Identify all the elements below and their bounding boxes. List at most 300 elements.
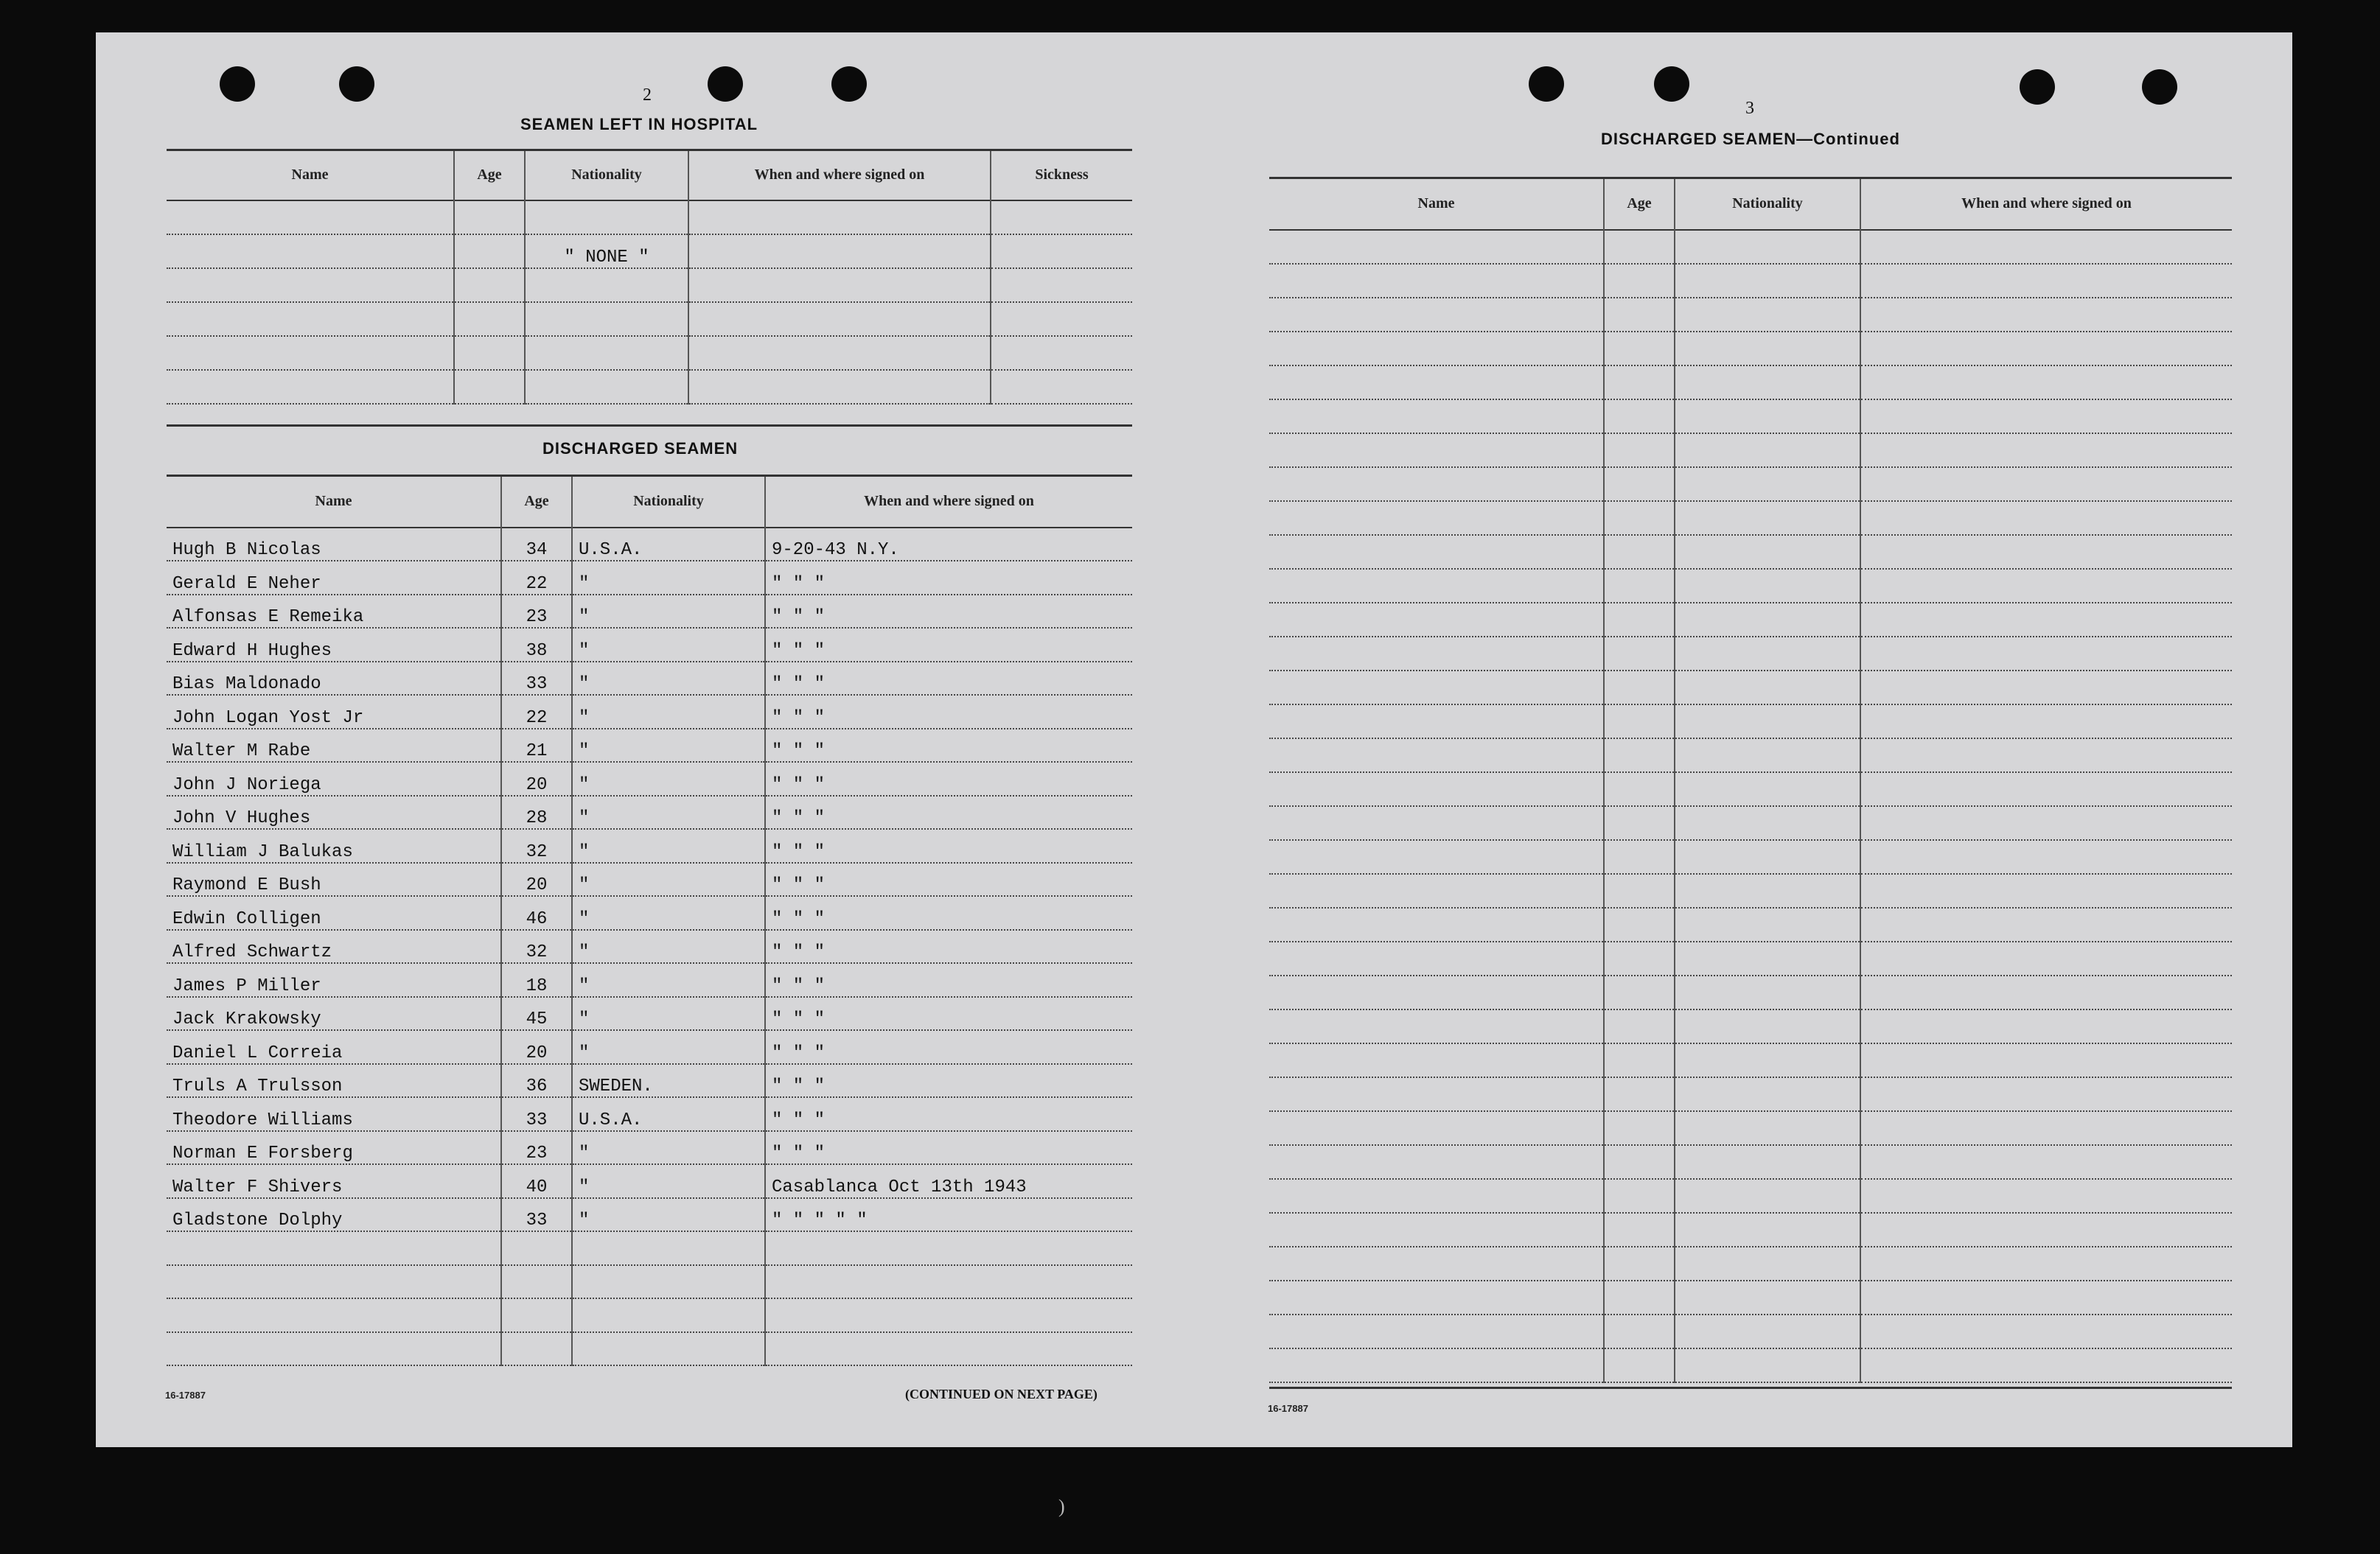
empty-cell xyxy=(501,1231,572,1265)
discharged-row xyxy=(167,595,1132,629)
divider xyxy=(167,424,1132,427)
discharged-nationality-cell: " xyxy=(572,662,765,696)
discharged-signed-cell: " " " xyxy=(765,762,1132,796)
right-empty-row xyxy=(1269,501,2232,535)
punch-hole xyxy=(339,66,374,102)
empty-cell xyxy=(1675,976,1860,1009)
discharged-signed-cell: " " " xyxy=(765,595,1132,629)
hospital-row xyxy=(167,370,1132,404)
empty-cell xyxy=(1860,806,2232,840)
right-empty-row xyxy=(1269,569,2232,603)
empty-cell xyxy=(765,1265,1132,1299)
discharged-age-cell: 23 xyxy=(501,1131,572,1165)
empty-cell xyxy=(1604,1213,1675,1247)
discharged-name-cell: Norman E Forsberg xyxy=(167,1131,501,1165)
discharged-signed-cell: " " " xyxy=(765,1030,1132,1064)
empty-cell xyxy=(1604,908,1675,942)
discharged-table xyxy=(167,475,1132,1366)
discharged-age-cell: 33 xyxy=(501,662,572,696)
empty-cell xyxy=(1269,704,1604,738)
discharged-nationality-cell: " xyxy=(572,1198,765,1232)
discharged-row xyxy=(167,1231,1132,1265)
empty-cell xyxy=(1675,874,1860,908)
empty-cell xyxy=(1860,1111,2232,1145)
discharged-age-cell: 20 xyxy=(501,762,572,796)
empty-cell xyxy=(1675,433,1860,467)
empty-cell xyxy=(1604,1145,1675,1179)
discharged-signed-cell: " " " xyxy=(765,863,1132,897)
punch-hole xyxy=(220,66,255,102)
empty-cell xyxy=(1860,1247,2232,1281)
empty-cell xyxy=(1675,603,1860,637)
ledger-sheet xyxy=(96,32,2292,1447)
empty-cell xyxy=(1269,264,1604,298)
empty-cell xyxy=(1604,671,1675,704)
empty-cell xyxy=(1269,1009,1604,1043)
empty-cell xyxy=(1675,501,1860,535)
discharged-name-cell: Alfonsas E Remeika xyxy=(167,595,501,629)
empty-cell xyxy=(167,1298,501,1332)
discharged-signed-cell: " " " " " xyxy=(765,1198,1132,1232)
empty-cell xyxy=(1604,399,1675,433)
discharged-row xyxy=(167,1265,1132,1299)
empty-cell xyxy=(1675,1145,1860,1179)
discharged-row xyxy=(167,1298,1132,1332)
discharged-row xyxy=(167,1097,1132,1131)
empty-cell xyxy=(1269,433,1604,467)
empty-cell xyxy=(1860,942,2232,976)
discharged-nationality-cell: " xyxy=(572,930,765,964)
empty-cell xyxy=(1675,772,1860,806)
empty-cell xyxy=(1860,1315,2232,1348)
empty-cell xyxy=(1675,1213,1860,1247)
empty-cell xyxy=(1675,365,1860,399)
right-empty-row xyxy=(1269,637,2232,671)
empty-cell xyxy=(1269,1145,1604,1179)
empty-cell xyxy=(1269,1077,1604,1111)
empty-cell xyxy=(1604,264,1675,298)
discharged-age-cell: 22 xyxy=(501,561,572,595)
discharged-age-cell: 32 xyxy=(501,829,572,863)
empty-cell xyxy=(1604,1009,1675,1043)
empty-cell xyxy=(1269,467,1604,501)
empty-cell xyxy=(1860,298,2232,332)
hospital-section-title: SEAMEN LEFT IN HOSPITAL xyxy=(520,115,758,133)
right-empty-row xyxy=(1269,840,2232,874)
right-empty-row xyxy=(1269,738,2232,772)
empty-cell xyxy=(572,1298,765,1332)
right-empty-row xyxy=(1269,1315,2232,1348)
punch-hole xyxy=(1654,66,1689,102)
left-page-number: 2 xyxy=(643,85,652,105)
empty-cell xyxy=(1675,637,1860,671)
empty-cell xyxy=(1860,230,2232,264)
discharged-nationality-cell: " xyxy=(572,628,765,662)
punch-hole xyxy=(708,66,743,102)
discharged-name-cell: William J Balukas xyxy=(167,829,501,863)
right-empty-row xyxy=(1269,535,2232,569)
empty-cell xyxy=(1675,738,1860,772)
discharged-age-cell: 33 xyxy=(501,1097,572,1131)
empty-cell xyxy=(1675,332,1860,365)
empty-cell xyxy=(1604,840,1675,874)
discharged-name-cell: John V Hughes xyxy=(167,796,501,830)
empty-cell xyxy=(1860,264,2232,298)
empty-cell xyxy=(1860,535,2232,569)
right-empty-row xyxy=(1269,1111,2232,1145)
discharged-name-cell: Walter M Rabe xyxy=(167,729,501,763)
right-header-name: Name xyxy=(1269,178,1604,230)
empty-cell xyxy=(1269,1348,1604,1382)
empty-cell xyxy=(1269,671,1604,704)
right-empty-row xyxy=(1269,942,2232,976)
empty-cell xyxy=(1604,365,1675,399)
empty-cell xyxy=(1604,230,1675,264)
empty-cell xyxy=(1860,467,2232,501)
discharged-row xyxy=(167,963,1132,997)
discharged-row xyxy=(167,561,1132,595)
empty-cell xyxy=(1675,840,1860,874)
discharged-row xyxy=(167,1064,1132,1098)
empty-cell xyxy=(1604,874,1675,908)
right-empty-row xyxy=(1269,399,2232,433)
empty-cell xyxy=(1675,1077,1860,1111)
discharged-age-cell: 20 xyxy=(501,1030,572,1064)
empty-cell xyxy=(1269,1111,1604,1145)
discharged-signed-cell: " " " xyxy=(765,1064,1132,1098)
empty-cell xyxy=(1269,501,1604,535)
empty-cell xyxy=(1604,1111,1675,1145)
discharged-nationality-cell: " xyxy=(572,796,765,830)
right-empty-row xyxy=(1269,1213,2232,1247)
discharged-name-cell: Walter F Shivers xyxy=(167,1164,501,1198)
empty-cell xyxy=(1860,332,2232,365)
hospital-row xyxy=(167,268,1132,302)
empty-cell xyxy=(1675,908,1860,942)
empty-cell xyxy=(1860,501,2232,535)
empty-cell xyxy=(1269,535,1604,569)
empty-cell xyxy=(1860,603,2232,637)
empty-cell xyxy=(1269,772,1604,806)
empty-cell xyxy=(1604,1315,1675,1348)
discharged-name-cell: Truls A Trulsson xyxy=(167,1064,501,1098)
right-empty-row xyxy=(1269,1043,2232,1077)
empty-cell xyxy=(1604,1077,1675,1111)
discharged-row xyxy=(167,1030,1132,1064)
right-empty-row xyxy=(1269,976,2232,1009)
empty-cell xyxy=(1604,637,1675,671)
empty-cell xyxy=(572,1332,765,1366)
right-empty-row xyxy=(1269,603,2232,637)
empty-cell xyxy=(1675,942,1860,976)
empty-cell xyxy=(1604,976,1675,1009)
empty-cell xyxy=(1604,942,1675,976)
right-empty-row xyxy=(1269,298,2232,332)
discharged-row xyxy=(167,528,1132,561)
empty-cell xyxy=(1604,569,1675,603)
discharged-name-cell: Gladstone Dolphy xyxy=(167,1198,501,1232)
discharged-age-cell: 34 xyxy=(501,528,572,561)
empty-cell xyxy=(1860,1213,2232,1247)
hospital-header-signed: When and where signed on xyxy=(688,150,991,200)
discharged-section-title: DISCHARGED SEAMEN xyxy=(542,439,739,458)
empty-cell xyxy=(1675,1315,1860,1348)
empty-cell xyxy=(1860,1145,2232,1179)
right-header-age: Age xyxy=(1604,178,1675,230)
discharged-row xyxy=(167,829,1132,863)
discharged-nationality-cell: " xyxy=(572,695,765,729)
discharged-row xyxy=(167,762,1132,796)
discharged-age-cell: 33 xyxy=(501,1198,572,1232)
empty-cell xyxy=(1675,1247,1860,1281)
empty-cell xyxy=(765,1332,1132,1366)
hospital-header-age: Age xyxy=(454,150,525,200)
empty-cell xyxy=(1860,976,2232,1009)
empty-cell xyxy=(1860,637,2232,671)
empty-cell xyxy=(1675,1043,1860,1077)
discharged-nationality-cell: " xyxy=(572,1030,765,1064)
discharged-name-cell: Alfred Schwartz xyxy=(167,930,501,964)
discharged-row xyxy=(167,863,1132,897)
right-empty-row xyxy=(1269,230,2232,264)
discharged-nationality-cell: U.S.A. xyxy=(572,528,765,561)
discharged-name-cell: James P Miller xyxy=(167,963,501,997)
empty-cell xyxy=(1269,1315,1604,1348)
discharged-header-name: Name xyxy=(167,476,501,528)
right-empty-row xyxy=(1269,908,2232,942)
right-empty-row xyxy=(1269,467,2232,501)
discharged-name-cell: Daniel L Correia xyxy=(167,1030,501,1064)
right-empty-row xyxy=(1269,671,2232,704)
empty-cell xyxy=(1269,840,1604,874)
right-form-number: 16-17887 xyxy=(1268,1403,1308,1414)
discharged-signed-cell: " " " xyxy=(765,628,1132,662)
discharged-signed-cell: " " " xyxy=(765,997,1132,1031)
discharged-age-cell: 36 xyxy=(501,1064,572,1098)
right-header-nationality: Nationality xyxy=(1675,178,1860,230)
discharged-age-cell: 18 xyxy=(501,963,572,997)
empty-cell xyxy=(1675,704,1860,738)
empty-cell xyxy=(1604,772,1675,806)
discharged-name-cell: John Logan Yost Jr xyxy=(167,695,501,729)
empty-cell xyxy=(1269,874,1604,908)
discharged-row xyxy=(167,1198,1132,1232)
hospital-row xyxy=(167,200,1132,234)
discharged-age-cell: 22 xyxy=(501,695,572,729)
empty-cell xyxy=(1675,1179,1860,1213)
empty-cell xyxy=(1269,976,1604,1009)
empty-cell xyxy=(1860,1009,2232,1043)
discharged-nationality-cell: " xyxy=(572,896,765,930)
right-empty-row xyxy=(1269,1247,2232,1281)
discharged-header-signed: When and where signed on xyxy=(864,493,1034,510)
discharged-row xyxy=(167,1131,1132,1165)
empty-cell xyxy=(1675,298,1860,332)
empty-cell xyxy=(1860,1348,2232,1382)
discharged-signed-cell: " " " xyxy=(765,963,1132,997)
discharged-name-cell: Raymond E Bush xyxy=(167,863,501,897)
right-empty-row xyxy=(1269,1348,2232,1382)
discharged-row xyxy=(167,729,1132,763)
discharged-signed-cell: " " " xyxy=(765,896,1132,930)
right-empty-row xyxy=(1269,1009,2232,1043)
right-empty-row xyxy=(1269,1179,2232,1213)
hospital-header-name: Name xyxy=(167,150,454,200)
empty-cell xyxy=(1860,365,2232,399)
discharged-name-cell: Gerald E Neher xyxy=(167,561,501,595)
right-empty-row xyxy=(1269,1281,2232,1315)
discharged-row xyxy=(167,695,1132,729)
empty-cell xyxy=(1860,1281,2232,1315)
empty-cell xyxy=(1860,399,2232,433)
empty-cell xyxy=(765,1298,1132,1332)
empty-cell xyxy=(1269,908,1604,942)
discharged-signed-cell: " " " xyxy=(765,829,1132,863)
empty-cell xyxy=(1675,569,1860,603)
empty-cell xyxy=(1604,806,1675,840)
discharged-age-cell: 45 xyxy=(501,997,572,1031)
discharged-nationality-cell: U.S.A. xyxy=(572,1097,765,1131)
empty-cell xyxy=(1675,264,1860,298)
discharged-age-cell: 20 xyxy=(501,863,572,897)
empty-cell xyxy=(1675,535,1860,569)
empty-cell xyxy=(1675,399,1860,433)
empty-cell xyxy=(1269,738,1604,772)
right-section-title: DISCHARGED SEAMEN—Continued xyxy=(1601,130,1900,148)
empty-cell xyxy=(1604,1247,1675,1281)
empty-cell xyxy=(1675,671,1860,704)
empty-cell xyxy=(1604,467,1675,501)
empty-cell xyxy=(1604,501,1675,535)
discharged-row xyxy=(167,896,1132,930)
empty-cell xyxy=(1860,874,2232,908)
discharged-signed-cell: " " " xyxy=(765,930,1132,964)
pen-mark: ) xyxy=(1058,1496,1065,1517)
empty-cell xyxy=(1860,840,2232,874)
punch-hole xyxy=(831,66,867,102)
discharged-row xyxy=(167,628,1132,662)
empty-cell xyxy=(501,1298,572,1332)
empty-cell xyxy=(572,1231,765,1265)
empty-cell xyxy=(1675,1111,1860,1145)
punch-hole xyxy=(1529,66,1564,102)
empty-cell xyxy=(1604,433,1675,467)
empty-cell xyxy=(1860,433,2232,467)
discharged-nationality-cell: " xyxy=(572,829,765,863)
discharged-age-cell: 32 xyxy=(501,930,572,964)
discharged-row xyxy=(167,1332,1132,1366)
empty-cell xyxy=(1604,603,1675,637)
discharged-nationality-cell: " xyxy=(572,1164,765,1198)
empty-cell xyxy=(765,1231,1132,1265)
right-empty-row xyxy=(1269,365,2232,399)
empty-cell xyxy=(1860,704,2232,738)
empty-cell xyxy=(1269,603,1604,637)
discharged-name-cell: John J Noriega xyxy=(167,762,501,796)
empty-cell xyxy=(1604,1179,1675,1213)
discharged-row xyxy=(167,930,1132,964)
right-empty-row xyxy=(1269,874,2232,908)
punch-hole xyxy=(2020,69,2055,105)
empty-cell xyxy=(1269,1281,1604,1315)
empty-cell xyxy=(1269,806,1604,840)
discharged-row xyxy=(167,662,1132,696)
empty-cell xyxy=(1269,569,1604,603)
right-empty-row xyxy=(1269,704,2232,738)
discharged-signed-cell: " " " xyxy=(765,561,1132,595)
empty-cell xyxy=(1604,1348,1675,1382)
punch-hole xyxy=(2142,69,2177,105)
left-form-number: 16-17887 xyxy=(165,1390,206,1401)
empty-cell xyxy=(1269,1247,1604,1281)
discharged-age-cell: 28 xyxy=(501,796,572,830)
empty-cell xyxy=(1269,942,1604,976)
discharged-name-cell: Edwin Colligen xyxy=(167,896,501,930)
hospital-header-nationality: Nationality xyxy=(525,150,688,200)
discharged-name-cell: Edward H Hughes xyxy=(167,628,501,662)
right-empty-row xyxy=(1269,1077,2232,1111)
right-empty-row xyxy=(1269,772,2232,806)
discharged-nationality-cell: " xyxy=(572,863,765,897)
empty-cell xyxy=(1269,1043,1604,1077)
discharged-signed-cell: 9-20-43 N.Y. xyxy=(765,528,1132,561)
hospital-row xyxy=(167,234,1132,268)
discharged-nationality-cell: " xyxy=(572,762,765,796)
discharged-age-cell: 23 xyxy=(501,595,572,629)
continued-note: (CONTINUED ON NEXT PAGE) xyxy=(905,1387,1097,1401)
right-empty-row xyxy=(1269,264,2232,298)
right-empty-row xyxy=(1269,806,2232,840)
empty-cell xyxy=(1269,365,1604,399)
empty-cell xyxy=(1269,1213,1604,1247)
discharged-signed-cell: " " " xyxy=(765,662,1132,696)
empty-cell xyxy=(1860,908,2232,942)
discharged-name-cell: Theodore Williams xyxy=(167,1097,501,1131)
hospital-table xyxy=(167,149,1132,405)
discharged-age-cell: 46 xyxy=(501,896,572,930)
discharged-header-age: Age xyxy=(501,476,572,528)
right-empty-row xyxy=(1269,1145,2232,1179)
hospital-none-note: " NONE " xyxy=(525,234,688,268)
empty-cell xyxy=(501,1265,572,1299)
hospital-row xyxy=(167,336,1132,370)
empty-cell xyxy=(1269,399,1604,433)
empty-cell xyxy=(1269,298,1604,332)
discharged-nationality-cell: " xyxy=(572,595,765,629)
empty-cell xyxy=(1675,230,1860,264)
discharged-nationality-cell: " xyxy=(572,997,765,1031)
discharged-nationality-cell: " xyxy=(572,729,765,763)
discharged-signed-cell: " " " xyxy=(765,1131,1132,1165)
empty-cell xyxy=(1269,332,1604,365)
discharged-age-cell: 21 xyxy=(501,729,572,763)
right-page-number: 3 xyxy=(1745,99,1754,118)
discharged-nationality-cell: " xyxy=(572,561,765,595)
empty-cell xyxy=(1604,298,1675,332)
empty-cell xyxy=(1604,332,1675,365)
empty-cell xyxy=(1860,1043,2232,1077)
discharged-row xyxy=(167,997,1132,1031)
discharged-name-cell: Jack Krakowsky xyxy=(167,997,501,1031)
right-empty-row xyxy=(1269,433,2232,467)
right-empty-row xyxy=(1269,332,2232,365)
discharged-signed-cell: " " " xyxy=(765,695,1132,729)
discharged-signed-cell: " " " xyxy=(765,729,1132,763)
discharged-header-nationality: Nationality xyxy=(572,476,765,528)
discharged-age-cell: 38 xyxy=(501,628,572,662)
hospital-row xyxy=(167,302,1132,336)
discharged-signed-cell: " " " xyxy=(765,1097,1132,1131)
